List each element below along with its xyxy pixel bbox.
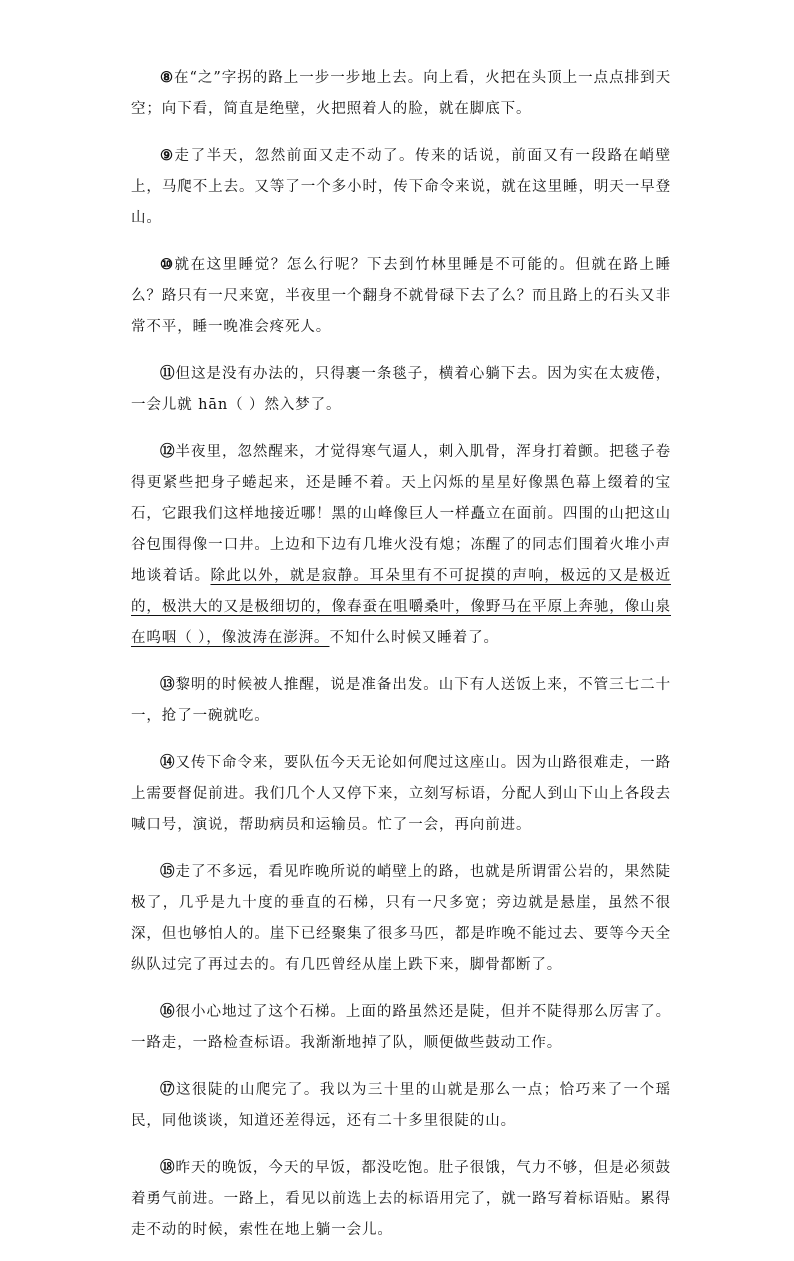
paragraph xyxy=(131,62,671,125)
paragraph-number: ⑫ xyxy=(160,443,176,460)
paragraph xyxy=(131,856,671,981)
paragraph-text: 这很陡的山爬完了。我以为三十里的山就是那么一点；恰巧来了一个瑶民，同他谈谈，知道还差得远，还有二十多里很陡的山。 xyxy=(131,1082,671,1129)
paragraph-text: 黎明的时候被人推醒，说是准备出发。山下有人送饭上来，不管三七二十一，抢了一碗就吃。 xyxy=(131,677,672,724)
paragraph-text: 就在这里睡觉？怎么行呢？下去到竹林里睡是不可能的。但就在路上睡么？路只有一尺来宽，半夜里一个翻身不就骨碌下去了么？而且路上的石头又非常不平，睡一晚准会疼死人。 xyxy=(131,257,671,335)
paragraph-number: ⑨ xyxy=(160,147,175,164)
paragraph-number: ⑭ xyxy=(160,754,176,771)
paragraph-number: ⑯ xyxy=(160,1003,176,1020)
paragraph-number: ⑩ xyxy=(160,256,175,273)
paragraph-number: ⑮ xyxy=(160,863,176,880)
paragraph-number: ⑰ xyxy=(160,1081,176,1098)
paragraph xyxy=(131,669,671,732)
paragraph-number: ⑬ xyxy=(160,676,176,693)
paragraph-number: ⑧ xyxy=(160,69,174,86)
paragraph xyxy=(131,249,671,343)
paragraph xyxy=(131,436,671,654)
paragraph-text: 在“之”字拐的路上一步一步地上去。向上看，火把在头顶上一点点排到天空；向下看，简直是绝壁，火把照着人的脸，就在脚底下。 xyxy=(131,70,671,117)
underlined-text: 除此以外，就是寂静。耳朵里有不可捉摸的声响，极远的又是极近的，极洪大的又是极细切的，像春蚕在咀嚼桑叶，像野马在平原上奔驰，像山泉在呜咽（ ），像波涛在澎湃。 xyxy=(131,568,671,646)
paragraph xyxy=(131,996,671,1059)
paragraph-text: 走了不多远，看见昨晚所说的峭壁上的路，也就是所谓雷公岩的，果然陡极了，几乎是九十度的垂直的石梯，只有一尺多宽；旁边就是悬崖，虽然不很深，但也够怕人的。崖下已经聚集了很多马匹，都是昨晚不能过去、要等今天全纵队过完了再过去的。有几匹曾经从崖上跌下来，脚骨都断了。 xyxy=(131,864,672,973)
paragraph-number: ⑱ xyxy=(160,1159,176,1176)
paragraph xyxy=(131,1152,671,1246)
paragraph-text: 昨天的晚饭，今天的早饭，都没吃饱。肚子很饿，气力不够，但是必须鼓着勇气前进。一路上，看见以前选上去的标语用完了，就一路写着标语贴。累得走不动的时候，索性在地上躺一会儿。 xyxy=(131,1160,672,1238)
paragraph-text: 又传下命令来，要队伍今天无论如何爬过这座山。因为山路很难走，一路上需要督促前进。我们几个人又停下来，立刻写标语，分配人到山下山上各段去喊口号，演说，帮助病员和运输员。忙了一会，再向前进。 xyxy=(131,755,672,833)
paragraph xyxy=(131,358,671,421)
paragraph-text: 不知什么时候又睡着了。 xyxy=(329,630,499,646)
paragraph-text: 但这是没有办法的，只得裹一条毯子，横着心躺下去。因为实在太疲倦，一会儿就 hān（ ）然入梦了。 xyxy=(131,366,672,413)
paragraph-text: 很小心地过了这个石梯。上面的路虽然还是陡，但并不陡得那么厉害了。一路走，一路检查标语。我渐渐地掉了队，顺便做些鼓动工作。 xyxy=(131,1004,672,1051)
paragraph xyxy=(131,747,671,841)
paragraph-text: 半夜里，忽然醒来，才觉得寒气逼人，刺入肌骨，浑身打着颤。把毯子卷得更紧些把身子蜷起来，还是睡不着。天上闪烁的星星好像黑色幕上缀着的宝石，它跟我们这样地接近哪！黑的山峰像巨人一样矗立在面前。四围的山把这山谷包围得像一口井。上边和下边有几堆火没有熄；冻醒了的同志们围着火堆小声地谈着话。 xyxy=(131,444,672,584)
paragraph xyxy=(131,1074,671,1137)
article-body xyxy=(131,62,671,1261)
paragraph-number: ⑪ xyxy=(160,365,176,382)
paragraph xyxy=(131,140,671,234)
paragraph-text: 走了半天，忽然前面又走不动了。传来的话说，前面又有一段路在峭壁上，马爬不上去。又等了一个多小时，传下命令来说，就在这里睡，明天一早登山。 xyxy=(131,148,671,226)
